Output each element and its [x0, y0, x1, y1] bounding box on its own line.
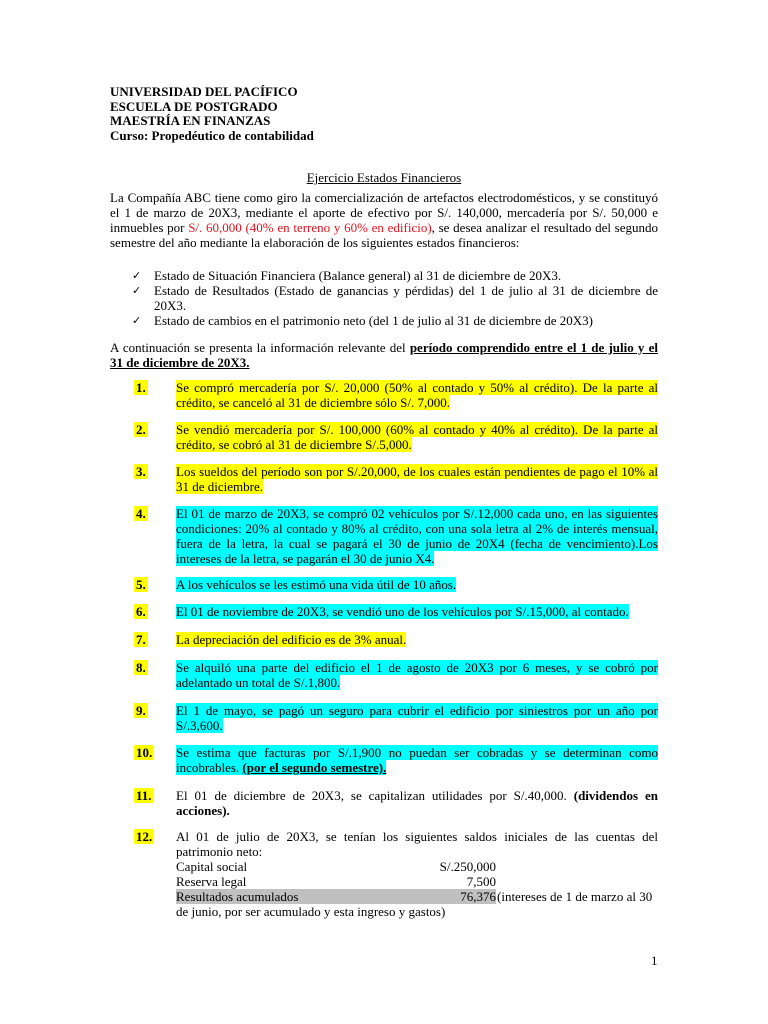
continuation-paragraph	[110, 340, 658, 370]
checkmark-icon: ✓	[132, 269, 142, 282]
item-text: Al 01 de julio de 20X3, se tenían los siguientes saldos iniciales de las cuentas del patrimonio neto:	[176, 829, 658, 859]
balance-value: 76,376	[460, 889, 496, 904]
intro-text-b: , se desea analizar el resultado del segundo semestre del año mediante la elaboración de los siguientes estados financieros:	[110, 220, 659, 250]
item-number: 4.	[136, 506, 146, 521]
bullet-text: Estado de Situación Financiera (Balance general) al 31 de diciembre de 20X3.	[154, 268, 562, 283]
item-number: 2.	[136, 422, 146, 437]
checkmark-icon: ✓	[132, 314, 142, 327]
course-name: Curso: Propedéutico de contabilidad	[110, 127, 314, 143]
balance-value: S/.250,000	[439, 859, 496, 874]
item-number: 6.	[136, 604, 146, 619]
balance-note: (intereses de 1 de marzo al 30	[497, 889, 653, 904]
item-text: Se vendió mercadería por S/. 100,000 (60% al contado y 40% al crédito). De la parte al crédito, se cobró al 31 de diciembre S/.5,000.	[176, 422, 658, 452]
item-text: A los vehículos se les estimó una vida útil de 10 años.	[176, 577, 457, 592]
statements-list	[132, 268, 658, 328]
school-name: ESCUELA DE POSTGRADO	[110, 98, 278, 114]
page-number: 1	[651, 953, 658, 968]
item-number: 12.	[136, 829, 153, 844]
balance-label: Reserva legal	[176, 874, 247, 889]
university-name: UNIVERSIDAD DEL PACÍFICO	[110, 84, 298, 99]
item-text: El 01 de diciembre de 20X3, se capitalizan utilidades por S/.40,000.	[176, 788, 574, 803]
item-text: El 01 de marzo de 20X3, se compró 02 vehículos por S/.12,000 cada uno, en las siguientes condiciones: 20% al contado y 80% al crédito, con una sola letra al 2% de interés mensual, fuera de la letra, la cual se pagará el 30 de junio de 20X4 (fecha de vencimiento).Los intereses de la letra, se pagarán el 30 de junio X4.	[176, 506, 658, 566]
item-text: El 1 de mayo, se pagó un seguro para cubrir el edificio por siniestros por un año por S/.3,600.	[176, 703, 658, 733]
balance-note-continued: de junio, por ser acumulado y esta ingreso y gastos)	[176, 904, 446, 919]
item-number: 1.	[136, 380, 146, 395]
balance-label: Resultados acumulados	[176, 889, 299, 904]
bullet-text: Estado de cambios en el patrimonio neto (del 1 de julio al 31 de diciembre de 20X3)	[154, 313, 593, 328]
list-item	[132, 313, 658, 328]
item-text: Se estima que facturas por S/.1,900 no puedan ser cobradas y se determinan como incobrables.	[176, 745, 658, 775]
item-text: El 01 de noviembre de 20X3, se vendió uno de los vehículos por S/.15,000, al contado.	[176, 604, 629, 619]
document-header	[110, 85, 314, 143]
item-text: Se compró mercadería por S/. 20,000 (50% al contado y 50% al crédito). De la parte al crédito, se canceló al 31 de diciembre sólo S/. 7,000.	[176, 380, 658, 410]
item-number: 10.	[136, 745, 153, 760]
item-number: 3.	[136, 464, 146, 479]
item-text: La depreciación del edificio es de 3% anual.	[176, 632, 407, 647]
item-text: Se alquiló una parte del edificio el 1 de agosto de 20X3 por 6 meses, y se cobró por adelantado un total de S/.1,800.	[176, 660, 658, 690]
table-row	[176, 859, 496, 874]
item-number: 7.	[136, 632, 146, 647]
intro-paragraph	[110, 190, 658, 250]
balance-value: 7,500	[466, 874, 496, 889]
item-text: Los sueldos del período son por S/.20,000, de los cuales están pendientes de pago el 10% al 31 de diciembre.	[176, 464, 658, 494]
continuation-text: A continuación se presenta la información relevante del	[110, 340, 410, 355]
item-number: 9.	[136, 703, 146, 718]
item-extra-text: (dividendos en acciones).	[176, 788, 658, 818]
item-number: 11.	[136, 788, 152, 803]
list-item	[132, 268, 658, 283]
period-text: período comprendido entre el 1 de julio y el 31 de diciembre de 20X3.	[110, 340, 658, 370]
item-number: 8.	[136, 660, 146, 675]
intro-red-text: S/. 60,000 (40% en terreno y 60% en edificio)	[188, 220, 432, 235]
table-row	[176, 889, 496, 904]
balance-label: Capital social	[176, 859, 248, 874]
checkmark-icon: ✓	[132, 284, 142, 297]
intro-text-a: La Compañía ABC tiene como giro la comercialización de artefactos electrodomésticos, y se constituyó el 1 de marzo de 20X3, mediante el aporte de efectivo por S/. 140,000, mercadería por S/. 50,000 e inmuebles por	[110, 190, 658, 235]
table-row	[176, 874, 496, 889]
program-name: MAESTRÍA EN FINANZAS	[110, 113, 271, 128]
item-extra-text: (por el segundo semestre).	[242, 760, 387, 775]
equity-balances	[176, 859, 496, 904]
list-item	[132, 283, 658, 313]
exercise-title: Ejercicio Estados Financieros	[306, 170, 462, 185]
bullet-text: Estado de Resultados (Estado de ganancias y pérdidas) del 1 de julio al 31 de diciembre de 20X3.	[154, 283, 658, 313]
item-number: 5.	[136, 577, 146, 592]
